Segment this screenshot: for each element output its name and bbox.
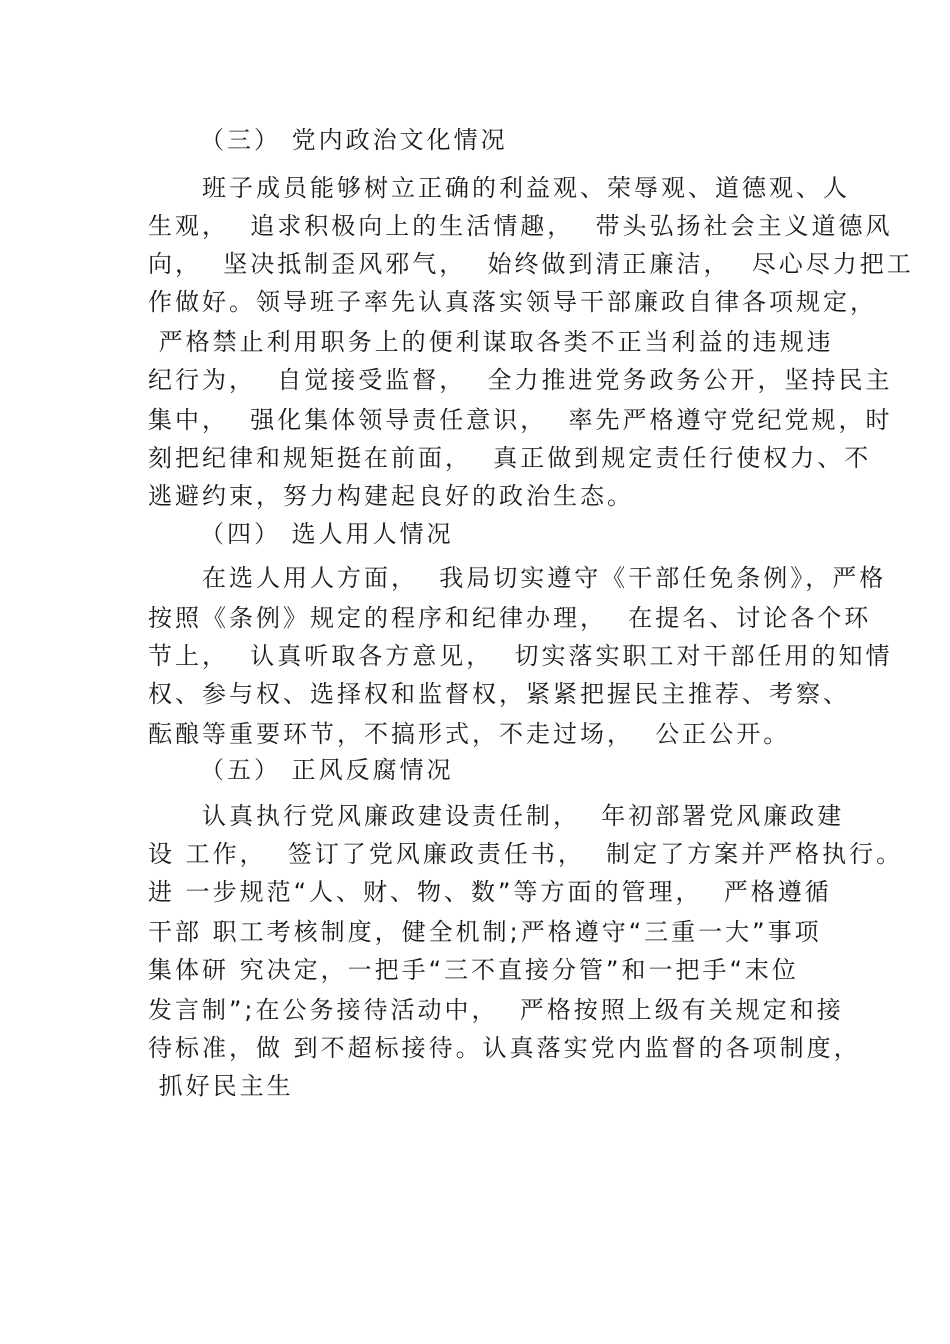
paragraph-line: 严格禁止利用职务上的便利谋取各类不正当利益的违规违: [148, 328, 834, 356]
section-heading-5: （五） 正风反腐情况: [200, 756, 454, 784]
paragraph-line: 在选人用人方面， 我局切实遵守《干部任免条例》，严格: [148, 564, 887, 592]
paragraph-line: 抓好民主生: [148, 1072, 294, 1100]
paragraph-line: 纪行为， 自觉接受监督， 全力推进党务政务公开，坚持民主: [148, 366, 893, 394]
paragraph-line: 作做好。领导班子率先认真落实领导干部廉政自律各项规定，: [148, 288, 877, 316]
paragraph-line: 刻把纪律和规矩挺在前面， 真正做到规定责任行使权力、不: [148, 444, 872, 472]
paragraph-line: 发言制”;在公务接待活动中， 严格按照上级有关规定和接: [148, 996, 844, 1024]
paragraph-line: 生观， 追求积极向上的生活情趣， 带头弘扬社会主义道德风: [148, 212, 893, 240]
paragraph-line: 节上， 认真听取各方意见， 切实落实职工对干部任用的知情: [148, 642, 893, 670]
paragraph-line: 集中， 强化集体领导责任意识， 率先严格遵守党纪党规，时: [148, 406, 893, 434]
paragraph-line: 按照《条例》规定的程序和纪律办理， 在提名、讨论各个环: [148, 604, 872, 632]
paragraph-line: 向， 坚决抵制歪风邪气， 始终做到清正廉洁， 尽心尽力把工: [148, 250, 914, 278]
paragraph-line: 班子成员能够树立正确的利益观、荣辱观、道德观、人: [148, 174, 850, 202]
paragraph-line: 酝酿等重要环节，不搞形式，不走过场， 公正公开。: [148, 720, 791, 748]
paragraph-line: 集体研 究决定，一把手“三不直接分管”和一把手“末位: [148, 956, 799, 984]
paragraph-line: 待标准，做 到不超标接待。认真落实党内监督的各项制度，: [148, 1034, 861, 1062]
paragraph-line: 进 一步规范“人、财、物、数”等方面的管理， 严格遵循: [148, 878, 832, 906]
paragraph-line: 认真执行党风廉政建设责任制， 年初部署党风廉政建: [148, 802, 845, 830]
section-heading-4: （四） 选人用人情况: [200, 520, 454, 548]
paragraph-line: 逃避约束，努力构建起良好的政治生态。: [148, 482, 634, 510]
section-heading-3: （三） 党内政治文化情况: [200, 126, 508, 154]
paragraph-line: 设 工作， 签订了党风廉政责任书， 制定了方案并严格执行。: [148, 840, 904, 868]
paragraph-line: 权、参与权、选择权和监督权，紧紧把握民主推荐、考察、: [148, 680, 850, 708]
paragraph-line: 干部 职工考核制度，健全机制;严格遵守“三重一大”事项: [148, 918, 822, 946]
